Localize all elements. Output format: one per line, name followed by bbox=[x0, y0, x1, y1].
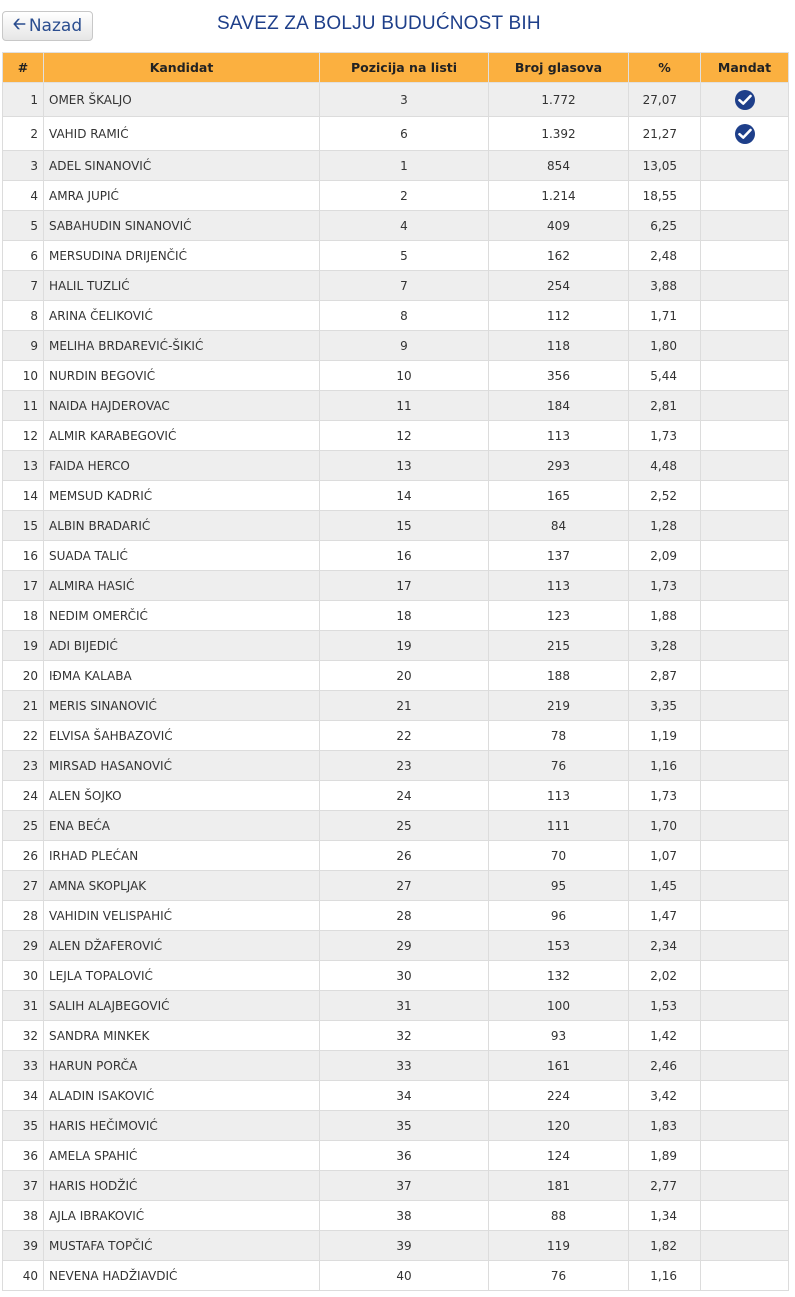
mandate-cell bbox=[701, 691, 789, 721]
vote-count: 113 bbox=[489, 421, 629, 451]
vote-percent: 2,46 bbox=[629, 1051, 701, 1081]
candidates-table bbox=[2, 52, 789, 1291]
mandate-cell bbox=[701, 931, 789, 961]
vote-percent: 21,27 bbox=[629, 117, 701, 151]
candidate-name: SALIH ALAJBEGOVIĆ bbox=[44, 991, 320, 1021]
candidate-name: ADEL SINANOVIĆ bbox=[44, 151, 320, 181]
list-position: 33 bbox=[320, 1051, 489, 1081]
candidate-number: 4 bbox=[3, 181, 44, 211]
vote-percent: 1,83 bbox=[629, 1111, 701, 1141]
back-button-label: Nazad bbox=[28, 16, 83, 36]
vote-count: 184 bbox=[489, 391, 629, 421]
mandate-cell bbox=[701, 211, 789, 241]
list-position: 8 bbox=[320, 301, 489, 331]
candidate-number: 26 bbox=[3, 841, 44, 871]
candidate-number: 12 bbox=[3, 421, 44, 451]
check-circle-icon bbox=[735, 124, 755, 144]
candidate-number: 8 bbox=[3, 301, 44, 331]
list-position: 4 bbox=[320, 211, 489, 241]
table-row bbox=[3, 781, 789, 811]
candidate-number: 34 bbox=[3, 1081, 44, 1111]
mandate-cell bbox=[701, 117, 789, 151]
list-position: 34 bbox=[320, 1081, 489, 1111]
vote-percent: 18,55 bbox=[629, 181, 701, 211]
candidate-number: 13 bbox=[3, 451, 44, 481]
list-position: 13 bbox=[320, 451, 489, 481]
table-row bbox=[3, 391, 789, 421]
candidate-number: 37 bbox=[3, 1171, 44, 1201]
table-row bbox=[3, 151, 789, 181]
mandate-cell bbox=[701, 151, 789, 181]
table-row bbox=[3, 901, 789, 931]
table-row bbox=[3, 751, 789, 781]
candidate-number: 27 bbox=[3, 871, 44, 901]
list-position: 16 bbox=[320, 541, 489, 571]
table-row bbox=[3, 721, 789, 751]
vote-percent: 1,28 bbox=[629, 511, 701, 541]
vote-percent: 1,19 bbox=[629, 721, 701, 751]
vote-count: 1.214 bbox=[489, 181, 629, 211]
candidate-number: 24 bbox=[3, 781, 44, 811]
vote-count: 188 bbox=[489, 661, 629, 691]
vote-percent: 3,28 bbox=[629, 631, 701, 661]
candidate-name: LEJLA TOPALOVIĆ bbox=[44, 961, 320, 991]
list-position: 5 bbox=[320, 241, 489, 271]
vote-count: 84 bbox=[489, 511, 629, 541]
candidate-name: SABAHUDIN SINANOVIĆ bbox=[44, 211, 320, 241]
vote-percent: 1,34 bbox=[629, 1201, 701, 1231]
vote-percent: 4,48 bbox=[629, 451, 701, 481]
mandate-cell bbox=[701, 1081, 789, 1111]
candidate-name: IĐMA KALABA bbox=[44, 661, 320, 691]
vote-percent: 2,34 bbox=[629, 931, 701, 961]
vote-percent: 3,42 bbox=[629, 1081, 701, 1111]
candidate-number: 23 bbox=[3, 751, 44, 781]
candidate-name: VAHID RAMIĆ bbox=[44, 117, 320, 151]
vote-count: 153 bbox=[489, 931, 629, 961]
list-position: 37 bbox=[320, 1171, 489, 1201]
mandate-cell bbox=[701, 961, 789, 991]
vote-percent: 1,53 bbox=[629, 991, 701, 1021]
list-position: 23 bbox=[320, 751, 489, 781]
candidate-number: 6 bbox=[3, 241, 44, 271]
list-position: 27 bbox=[320, 871, 489, 901]
vote-count: 124 bbox=[489, 1141, 629, 1171]
candidate-name: MEMSUD KADRIĆ bbox=[44, 481, 320, 511]
table-row bbox=[3, 571, 789, 601]
back-button[interactable] bbox=[2, 11, 93, 41]
candidate-name: NAIDA HAJDEROVAC bbox=[44, 391, 320, 421]
list-position: 11 bbox=[320, 391, 489, 421]
candidate-name: ALBIN BRADARIĆ bbox=[44, 511, 320, 541]
vote-percent: 1,82 bbox=[629, 1231, 701, 1261]
candidate-name: ALADIN ISAKOVIĆ bbox=[44, 1081, 320, 1111]
list-position: 36 bbox=[320, 1141, 489, 1171]
vote-percent: 2,81 bbox=[629, 391, 701, 421]
list-position: 24 bbox=[320, 781, 489, 811]
candidate-name: HARIS HODŽIĆ bbox=[44, 1171, 320, 1201]
table-row bbox=[3, 331, 789, 361]
vote-count: 293 bbox=[489, 451, 629, 481]
candidate-name: SUADA TALIĆ bbox=[44, 541, 320, 571]
table-row bbox=[3, 631, 789, 661]
list-position: 10 bbox=[320, 361, 489, 391]
table-row bbox=[3, 511, 789, 541]
mandate-cell bbox=[701, 451, 789, 481]
column-header-mandate[interactable]: Mandat bbox=[701, 53, 789, 83]
vote-percent: 27,07 bbox=[629, 83, 701, 117]
vote-count: 78 bbox=[489, 721, 629, 751]
mandate-cell bbox=[701, 811, 789, 841]
vote-count: 113 bbox=[489, 781, 629, 811]
vote-percent: 1,73 bbox=[629, 421, 701, 451]
table-body bbox=[3, 83, 789, 1291]
column-header-votes[interactable]: Broj glasova bbox=[489, 53, 629, 83]
vote-count: 219 bbox=[489, 691, 629, 721]
vote-percent: 3,88 bbox=[629, 271, 701, 301]
candidate-name: MERSUDINA DRIJENČIĆ bbox=[44, 241, 320, 271]
table-row bbox=[3, 871, 789, 901]
table-row bbox=[3, 421, 789, 451]
vote-count: 215 bbox=[489, 631, 629, 661]
candidate-name: ALMIR KARABEGOVIĆ bbox=[44, 421, 320, 451]
top-bar bbox=[0, 0, 795, 52]
candidate-name: SANDRA MINKEK bbox=[44, 1021, 320, 1051]
vote-count: 356 bbox=[489, 361, 629, 391]
mandate-cell bbox=[701, 331, 789, 361]
table-row bbox=[3, 1201, 789, 1231]
mandate-cell bbox=[701, 241, 789, 271]
mandate-cell bbox=[701, 301, 789, 331]
candidate-number: 31 bbox=[3, 991, 44, 1021]
candidate-number: 33 bbox=[3, 1051, 44, 1081]
candidate-number: 38 bbox=[3, 1201, 44, 1231]
vote-percent: 2,77 bbox=[629, 1171, 701, 1201]
list-position: 7 bbox=[320, 271, 489, 301]
candidate-name: ELVISA ŠAHBAZOVIĆ bbox=[44, 721, 320, 751]
mandate-cell bbox=[701, 181, 789, 211]
column-header-number[interactable]: # bbox=[3, 53, 44, 83]
vote-count: 1.392 bbox=[489, 117, 629, 151]
mandate-cell bbox=[701, 421, 789, 451]
list-position: 30 bbox=[320, 961, 489, 991]
vote-percent: 2,48 bbox=[629, 241, 701, 271]
table-row bbox=[3, 1231, 789, 1261]
vote-count: 854 bbox=[489, 151, 629, 181]
list-position: 2 bbox=[320, 181, 489, 211]
vote-count: 100 bbox=[489, 991, 629, 1021]
candidate-number: 32 bbox=[3, 1021, 44, 1051]
candidate-number: 5 bbox=[3, 211, 44, 241]
vote-percent: 1,88 bbox=[629, 601, 701, 631]
mandate-cell bbox=[701, 1261, 789, 1291]
vote-count: 409 bbox=[489, 211, 629, 241]
vote-count: 165 bbox=[489, 481, 629, 511]
candidate-number: 15 bbox=[3, 511, 44, 541]
column-header-list-position[interactable]: Pozicija na listi bbox=[320, 53, 489, 83]
vote-percent: 1,89 bbox=[629, 1141, 701, 1171]
vote-percent: 1,73 bbox=[629, 571, 701, 601]
list-position: 31 bbox=[320, 991, 489, 1021]
vote-count: 88 bbox=[489, 1201, 629, 1231]
table-row bbox=[3, 1111, 789, 1141]
mandate-cell bbox=[701, 511, 789, 541]
list-position: 28 bbox=[320, 901, 489, 931]
vote-count: 254 bbox=[489, 271, 629, 301]
list-position: 35 bbox=[320, 1111, 489, 1141]
vote-percent: 1,73 bbox=[629, 781, 701, 811]
table-row bbox=[3, 991, 789, 1021]
mandate-cell bbox=[701, 361, 789, 391]
vote-count: 93 bbox=[489, 1021, 629, 1051]
candidate-number: 1 bbox=[3, 83, 44, 117]
table-row bbox=[3, 361, 789, 391]
candidate-name: AMNA SKOPLJAK bbox=[44, 871, 320, 901]
candidate-name: MUSTAFA TOPČIĆ bbox=[44, 1231, 320, 1261]
table-header-row bbox=[3, 53, 789, 83]
mandate-cell bbox=[701, 1231, 789, 1261]
table-row bbox=[3, 841, 789, 871]
candidate-number: 18 bbox=[3, 601, 44, 631]
list-position: 38 bbox=[320, 1201, 489, 1231]
candidate-name: AMELA SPAHIĆ bbox=[44, 1141, 320, 1171]
list-position: 25 bbox=[320, 811, 489, 841]
list-position: 40 bbox=[320, 1261, 489, 1291]
vote-percent: 6,25 bbox=[629, 211, 701, 241]
vote-percent: 1,16 bbox=[629, 751, 701, 781]
vote-count: 120 bbox=[489, 1111, 629, 1141]
vote-percent: 1,42 bbox=[629, 1021, 701, 1051]
mandate-cell bbox=[701, 871, 789, 901]
mandate-cell bbox=[701, 841, 789, 871]
candidate-number: 11 bbox=[3, 391, 44, 421]
vote-percent: 3,35 bbox=[629, 691, 701, 721]
vote-count: 161 bbox=[489, 1051, 629, 1081]
vote-percent: 5,44 bbox=[629, 361, 701, 391]
mandate-cell bbox=[701, 601, 789, 631]
candidate-name: MIRSAD HASANOVIĆ bbox=[44, 751, 320, 781]
candidate-name: AJLA IBRAKOVIĆ bbox=[44, 1201, 320, 1231]
vote-percent: 1,07 bbox=[629, 841, 701, 871]
list-position: 9 bbox=[320, 331, 489, 361]
vote-count: 119 bbox=[489, 1231, 629, 1261]
candidate-name: MELIHA BRDAREVIĆ-ŠIKIĆ bbox=[44, 331, 320, 361]
mandate-cell bbox=[701, 901, 789, 931]
table-row bbox=[3, 181, 789, 211]
candidate-name: HARUN PORČA bbox=[44, 1051, 320, 1081]
candidate-number: 10 bbox=[3, 361, 44, 391]
vote-percent: 1,71 bbox=[629, 301, 701, 331]
candidate-number: 21 bbox=[3, 691, 44, 721]
list-position: 6 bbox=[320, 117, 489, 151]
column-header-candidate[interactable]: Kandidat bbox=[44, 53, 320, 83]
table-row bbox=[3, 1171, 789, 1201]
candidate-name: VAHIDIN VELISPAHIĆ bbox=[44, 901, 320, 931]
table-row bbox=[3, 1021, 789, 1051]
mandate-cell bbox=[701, 1021, 789, 1051]
mandate-cell bbox=[701, 1111, 789, 1141]
candidate-number: 22 bbox=[3, 721, 44, 751]
list-position: 26 bbox=[320, 841, 489, 871]
list-position: 20 bbox=[320, 661, 489, 691]
vote-count: 181 bbox=[489, 1171, 629, 1201]
list-position: 17 bbox=[320, 571, 489, 601]
candidate-number: 40 bbox=[3, 1261, 44, 1291]
vote-percent: 1,47 bbox=[629, 901, 701, 931]
vote-percent: 1,16 bbox=[629, 1261, 701, 1291]
candidate-number: 14 bbox=[3, 481, 44, 511]
candidate-name: ADI BIJEDIĆ bbox=[44, 631, 320, 661]
list-position: 12 bbox=[320, 421, 489, 451]
vote-count: 118 bbox=[489, 331, 629, 361]
table-row bbox=[3, 83, 789, 117]
mandate-cell bbox=[701, 83, 789, 117]
check-circle-icon bbox=[735, 90, 755, 110]
list-position: 14 bbox=[320, 481, 489, 511]
vote-percent: 1,80 bbox=[629, 331, 701, 361]
mandate-cell bbox=[701, 571, 789, 601]
list-position: 3 bbox=[320, 83, 489, 117]
list-position: 29 bbox=[320, 931, 489, 961]
table-row bbox=[3, 1261, 789, 1291]
arrow-left-icon: 🡠 bbox=[12, 13, 26, 33]
candidate-name: ARINA ČELIKOVIĆ bbox=[44, 301, 320, 331]
mandate-cell bbox=[701, 1201, 789, 1231]
vote-count: 1.772 bbox=[489, 83, 629, 117]
candidate-number: 25 bbox=[3, 811, 44, 841]
candidate-name: NEDIM OMERČIĆ bbox=[44, 601, 320, 631]
list-position: 22 bbox=[320, 721, 489, 751]
mandate-cell bbox=[701, 751, 789, 781]
candidate-name: FAIDA HERCO bbox=[44, 451, 320, 481]
table-row bbox=[3, 931, 789, 961]
mandate-cell bbox=[701, 271, 789, 301]
list-position: 21 bbox=[320, 691, 489, 721]
table-row bbox=[3, 601, 789, 631]
table-row bbox=[3, 241, 789, 271]
vote-count: 96 bbox=[489, 901, 629, 931]
vote-count: 162 bbox=[489, 241, 629, 271]
vote-count: 113 bbox=[489, 571, 629, 601]
mandate-cell bbox=[701, 991, 789, 1021]
vote-count: 123 bbox=[489, 601, 629, 631]
vote-count: 95 bbox=[489, 871, 629, 901]
table-row bbox=[3, 691, 789, 721]
mandate-cell bbox=[701, 391, 789, 421]
candidate-number: 7 bbox=[3, 271, 44, 301]
candidate-name: HARIS HEČIMOVIĆ bbox=[44, 1111, 320, 1141]
page-title: SAVEZ ZA BOLJU BUDUĆNOST BIH bbox=[217, 13, 541, 34]
mandate-cell bbox=[701, 481, 789, 511]
candidate-number: 36 bbox=[3, 1141, 44, 1171]
mandate-cell bbox=[701, 1171, 789, 1201]
list-position: 32 bbox=[320, 1021, 489, 1051]
vote-count: 224 bbox=[489, 1081, 629, 1111]
table-row bbox=[3, 301, 789, 331]
vote-count: 137 bbox=[489, 541, 629, 571]
candidate-name: AMRA JUPIĆ bbox=[44, 181, 320, 211]
candidate-name: MERIS SINANOVIĆ bbox=[44, 691, 320, 721]
vote-count: 132 bbox=[489, 961, 629, 991]
candidate-number: 16 bbox=[3, 541, 44, 571]
candidate-number: 35 bbox=[3, 1111, 44, 1141]
candidate-number: 3 bbox=[3, 151, 44, 181]
table-row bbox=[3, 811, 789, 841]
candidate-name: ENA BEĆA bbox=[44, 811, 320, 841]
table-row bbox=[3, 1081, 789, 1111]
mandate-cell bbox=[701, 721, 789, 751]
table-row bbox=[3, 1141, 789, 1171]
table-row bbox=[3, 211, 789, 241]
list-position: 1 bbox=[320, 151, 489, 181]
mandate-cell bbox=[701, 631, 789, 661]
candidate-name: HALIL TUZLIĆ bbox=[44, 271, 320, 301]
table-row bbox=[3, 271, 789, 301]
list-position: 15 bbox=[320, 511, 489, 541]
vote-percent: 2,09 bbox=[629, 541, 701, 571]
table-row bbox=[3, 117, 789, 151]
vote-percent: 2,02 bbox=[629, 961, 701, 991]
candidate-number: 28 bbox=[3, 901, 44, 931]
mandate-cell bbox=[701, 781, 789, 811]
candidate-number: 17 bbox=[3, 571, 44, 601]
candidate-number: 39 bbox=[3, 1231, 44, 1261]
candidate-number: 2 bbox=[3, 117, 44, 151]
table-row bbox=[3, 451, 789, 481]
vote-percent: 1,70 bbox=[629, 811, 701, 841]
mandate-cell bbox=[701, 661, 789, 691]
table-row bbox=[3, 961, 789, 991]
vote-percent: 2,52 bbox=[629, 481, 701, 511]
vote-count: 111 bbox=[489, 811, 629, 841]
mandate-cell bbox=[701, 1051, 789, 1081]
vote-percent: 1,45 bbox=[629, 871, 701, 901]
list-position: 39 bbox=[320, 1231, 489, 1261]
candidate-name: ALEN ŠOJKO bbox=[44, 781, 320, 811]
candidate-name: ALMIRA HASIĆ bbox=[44, 571, 320, 601]
candidate-name: IRHAD PLEĆAN bbox=[44, 841, 320, 871]
table-row bbox=[3, 541, 789, 571]
vote-count: 112 bbox=[489, 301, 629, 331]
candidate-number: 19 bbox=[3, 631, 44, 661]
vote-count: 70 bbox=[489, 841, 629, 871]
table-row bbox=[3, 1051, 789, 1081]
vote-count: 76 bbox=[489, 1261, 629, 1291]
list-position: 19 bbox=[320, 631, 489, 661]
candidate-number: 30 bbox=[3, 961, 44, 991]
vote-percent: 13,05 bbox=[629, 151, 701, 181]
candidate-number: 20 bbox=[3, 661, 44, 691]
column-header-percent[interactable]: % bbox=[629, 53, 701, 83]
table-row bbox=[3, 481, 789, 511]
candidate-number: 29 bbox=[3, 931, 44, 961]
candidate-name: NURDIN BEGOVIĆ bbox=[44, 361, 320, 391]
candidate-name: OMER ŠKALJO bbox=[44, 83, 320, 117]
vote-percent: 2,87 bbox=[629, 661, 701, 691]
list-position: 18 bbox=[320, 601, 489, 631]
candidate-name: NEVENA HADŽIAVDIĆ bbox=[44, 1261, 320, 1291]
candidate-number: 9 bbox=[3, 331, 44, 361]
table-row bbox=[3, 661, 789, 691]
mandate-cell bbox=[701, 541, 789, 571]
candidate-name: ALEN DŽAFEROVIĆ bbox=[44, 931, 320, 961]
vote-count: 76 bbox=[489, 751, 629, 781]
mandate-cell bbox=[701, 1141, 789, 1171]
